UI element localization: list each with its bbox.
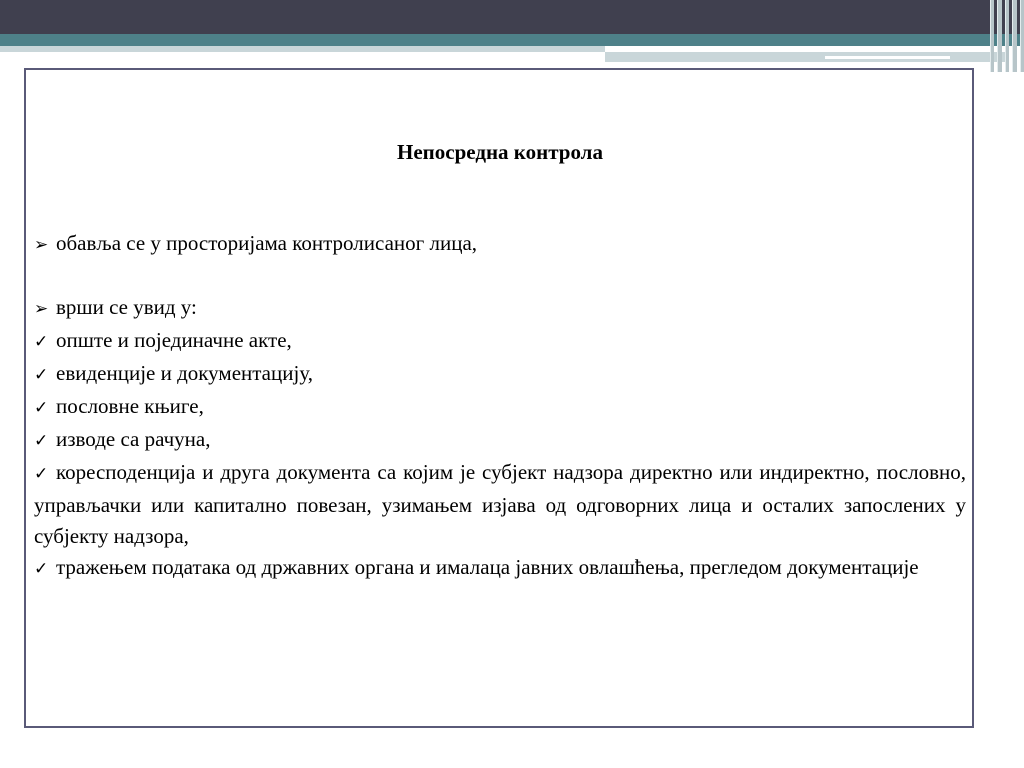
check-icon: ✓: [34, 431, 49, 451]
check-text: тражењем података од државних органа и ималаца јавних овлашћења, прегледом документације: [56, 555, 919, 579]
bullet-text: обавља се у просторијама контролисаног лица,: [56, 231, 478, 255]
header-accent-line: [825, 56, 950, 59]
check-text: опште и појединачне акте,: [56, 328, 292, 352]
check-icon: ✓: [34, 365, 49, 385]
check-icon: ✓: [34, 398, 49, 418]
bullet-text: врши се увид у:: [56, 295, 197, 319]
bullet-item: [34, 292, 966, 325]
check-text: евиденције и документацију,: [56, 361, 313, 385]
check-item: [34, 552, 966, 585]
check-icon: ✓: [34, 332, 49, 352]
check-item: [34, 391, 966, 424]
header-teal-band: [0, 34, 1024, 46]
check-text: изводе са рачуна,: [56, 427, 211, 451]
check-text: пословне књиге,: [56, 394, 204, 418]
check-icon: ✓: [34, 464, 49, 484]
slide-content: [34, 228, 966, 585]
slide-title: Непосредна контрола: [397, 140, 603, 164]
header-vertical-stripes: [990, 0, 1024, 72]
arrow-bullet-icon: ➢: [34, 235, 49, 255]
check-item: [34, 457, 966, 552]
check-item: [34, 325, 966, 358]
header-dark-band: [0, 0, 1024, 34]
header-light-band-left: [0, 46, 605, 52]
check-text: коресподенција и друга документа са којим је субјект надзора директно или индиректно, пословно, управљачки или капитално повезан, узимањем изјава од одговорних лица и осталих запослених у субјекту надзора,: [34, 460, 966, 548]
check-item: [34, 424, 966, 457]
check-icon: ✓: [34, 559, 49, 579]
check-item: [34, 358, 966, 391]
bullet-item: [34, 228, 966, 261]
arrow-bullet-icon: ➢: [34, 299, 49, 319]
